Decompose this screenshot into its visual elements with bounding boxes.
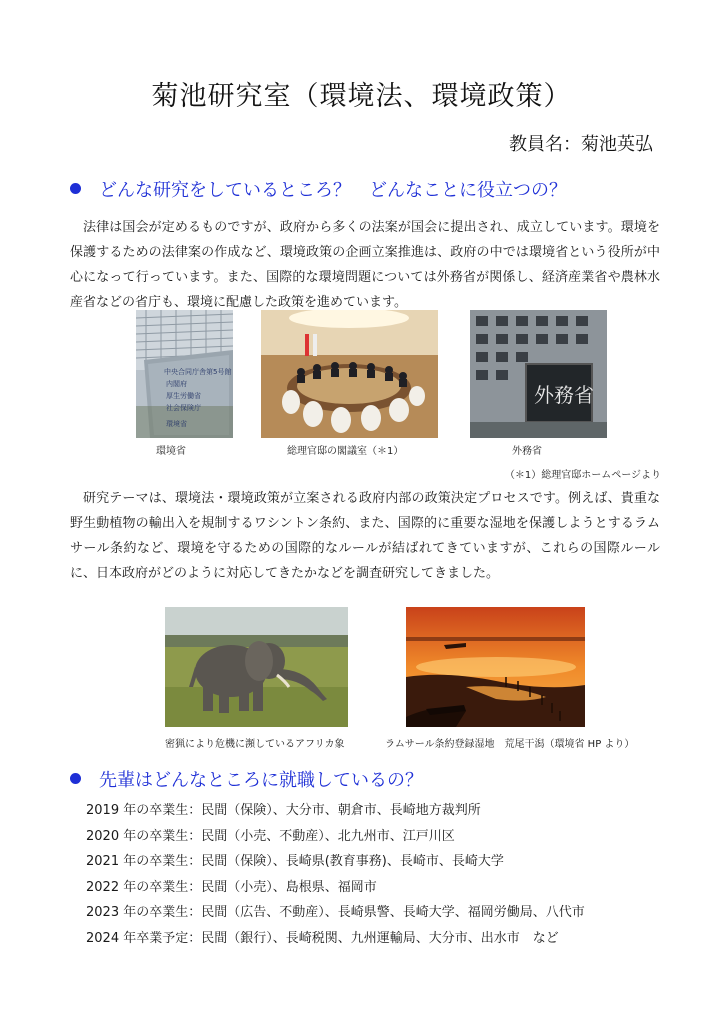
photo-cabinet-room (261, 310, 438, 438)
section-heading-careers (70, 766, 423, 792)
sign-line: 中央合同庁舎第5号館 (164, 368, 232, 376)
sign-text: 外務省 (534, 383, 594, 407)
cabinet-room-image (261, 310, 438, 438)
photo-ministry-of-foreign-affairs (470, 310, 607, 438)
list-item: 2019 年の卒業生：民間（保険）、大分市、朝倉市、長崎地方裁判所 (86, 803, 481, 818)
sign-line: 厚生労働省 (166, 392, 201, 400)
list-item: 2020 年の卒業生：民間（小売、不動産）、北九州市、江戸川区 (86, 828, 455, 844)
list-item: 2021 年の卒業生：民間（保険）、長崎県(教育事務)、長崎市、長崎大学 (86, 854, 504, 869)
sign-line: 社会保険庁 (166, 404, 201, 412)
caption-ministry-of-foreign-affairs: 外務省 (512, 446, 542, 457)
section-heading-text: どんな研究をしているところ？ どんなことに役立つの？ (99, 180, 567, 201)
section-heading-text: 先輩はどんなところに就職しているの？ (99, 770, 423, 791)
photo-arao-tidal-flat (406, 607, 585, 727)
list-item: 2024 年卒業予定：民間（銀行）、長崎税関、九州運輸局、大分市、出水市 など (86, 930, 559, 946)
list-item: 2022 年の卒業生：民間（小売）、島根県、福岡市 (86, 879, 377, 895)
teacher-name: 教員名：菊池英弘 (509, 134, 653, 155)
list-item: 2023 年の卒業生：民間（広告、不動産）、長崎県警、長崎大学、福岡労働局、八代市 (86, 905, 585, 920)
bullet-icon (70, 773, 81, 784)
foreign-ministry-image (470, 310, 607, 438)
elephant-image (165, 607, 348, 727)
section-heading-research (70, 176, 567, 202)
sign-line: 環境省 (166, 420, 187, 428)
building-sign-image (136, 310, 233, 438)
bullet-icon (70, 183, 81, 194)
research-theme-paragraph: 研究テーマは、環境法・環境政策が立案される政府内部の政策決定プロセスです。例えば、貴重な野生動植物の輸出入を規制するワシントン条約、また、国際的に重要な湿地を保護しようとするラムサール条約など、環境を守るための国際的なルールが結ばれてきていますが、これらの国際ルールに、日本政府がどのように対応してきたかなどを調査研究してきました。 (70, 491, 660, 581)
caption-ministry-of-environment: 環境省 (156, 446, 186, 457)
caption-arao-tidal-flat: ラムサール条約登録湿地 荒尾干潟（環境省 HP より） (385, 739, 635, 750)
photo-ministry-of-environment (136, 310, 233, 438)
sign-line: 内閣府 (166, 380, 187, 388)
wetland-sunset-image (406, 607, 585, 727)
source-note: （＊1）総理官邸ホームページより (504, 470, 661, 481)
caption-african-elephant: 密猟により危機に瀕しているアフリカ象 (165, 739, 345, 750)
page-title: 菊池研究室（環境法、環境政策） (151, 81, 572, 112)
research-paragraph: 法律は国会が定めるものですが、政府から多くの法案が国会に提出され、成立しています。環境を保護するための法律案の作成など、環境政策の企画立案推進は、政府の中では環境省という役所が中心になって行っています。また、国際的な環境問題については外務省が関係し、経済産業省や農林水産省などの省庁も、環境に配慮した政策を進めています。 (70, 220, 660, 310)
graduate-list (86, 798, 585, 951)
photo-african-elephant (165, 607, 348, 727)
caption-cabinet-room: 総理官邸の閣議室（＊1） (287, 446, 404, 457)
